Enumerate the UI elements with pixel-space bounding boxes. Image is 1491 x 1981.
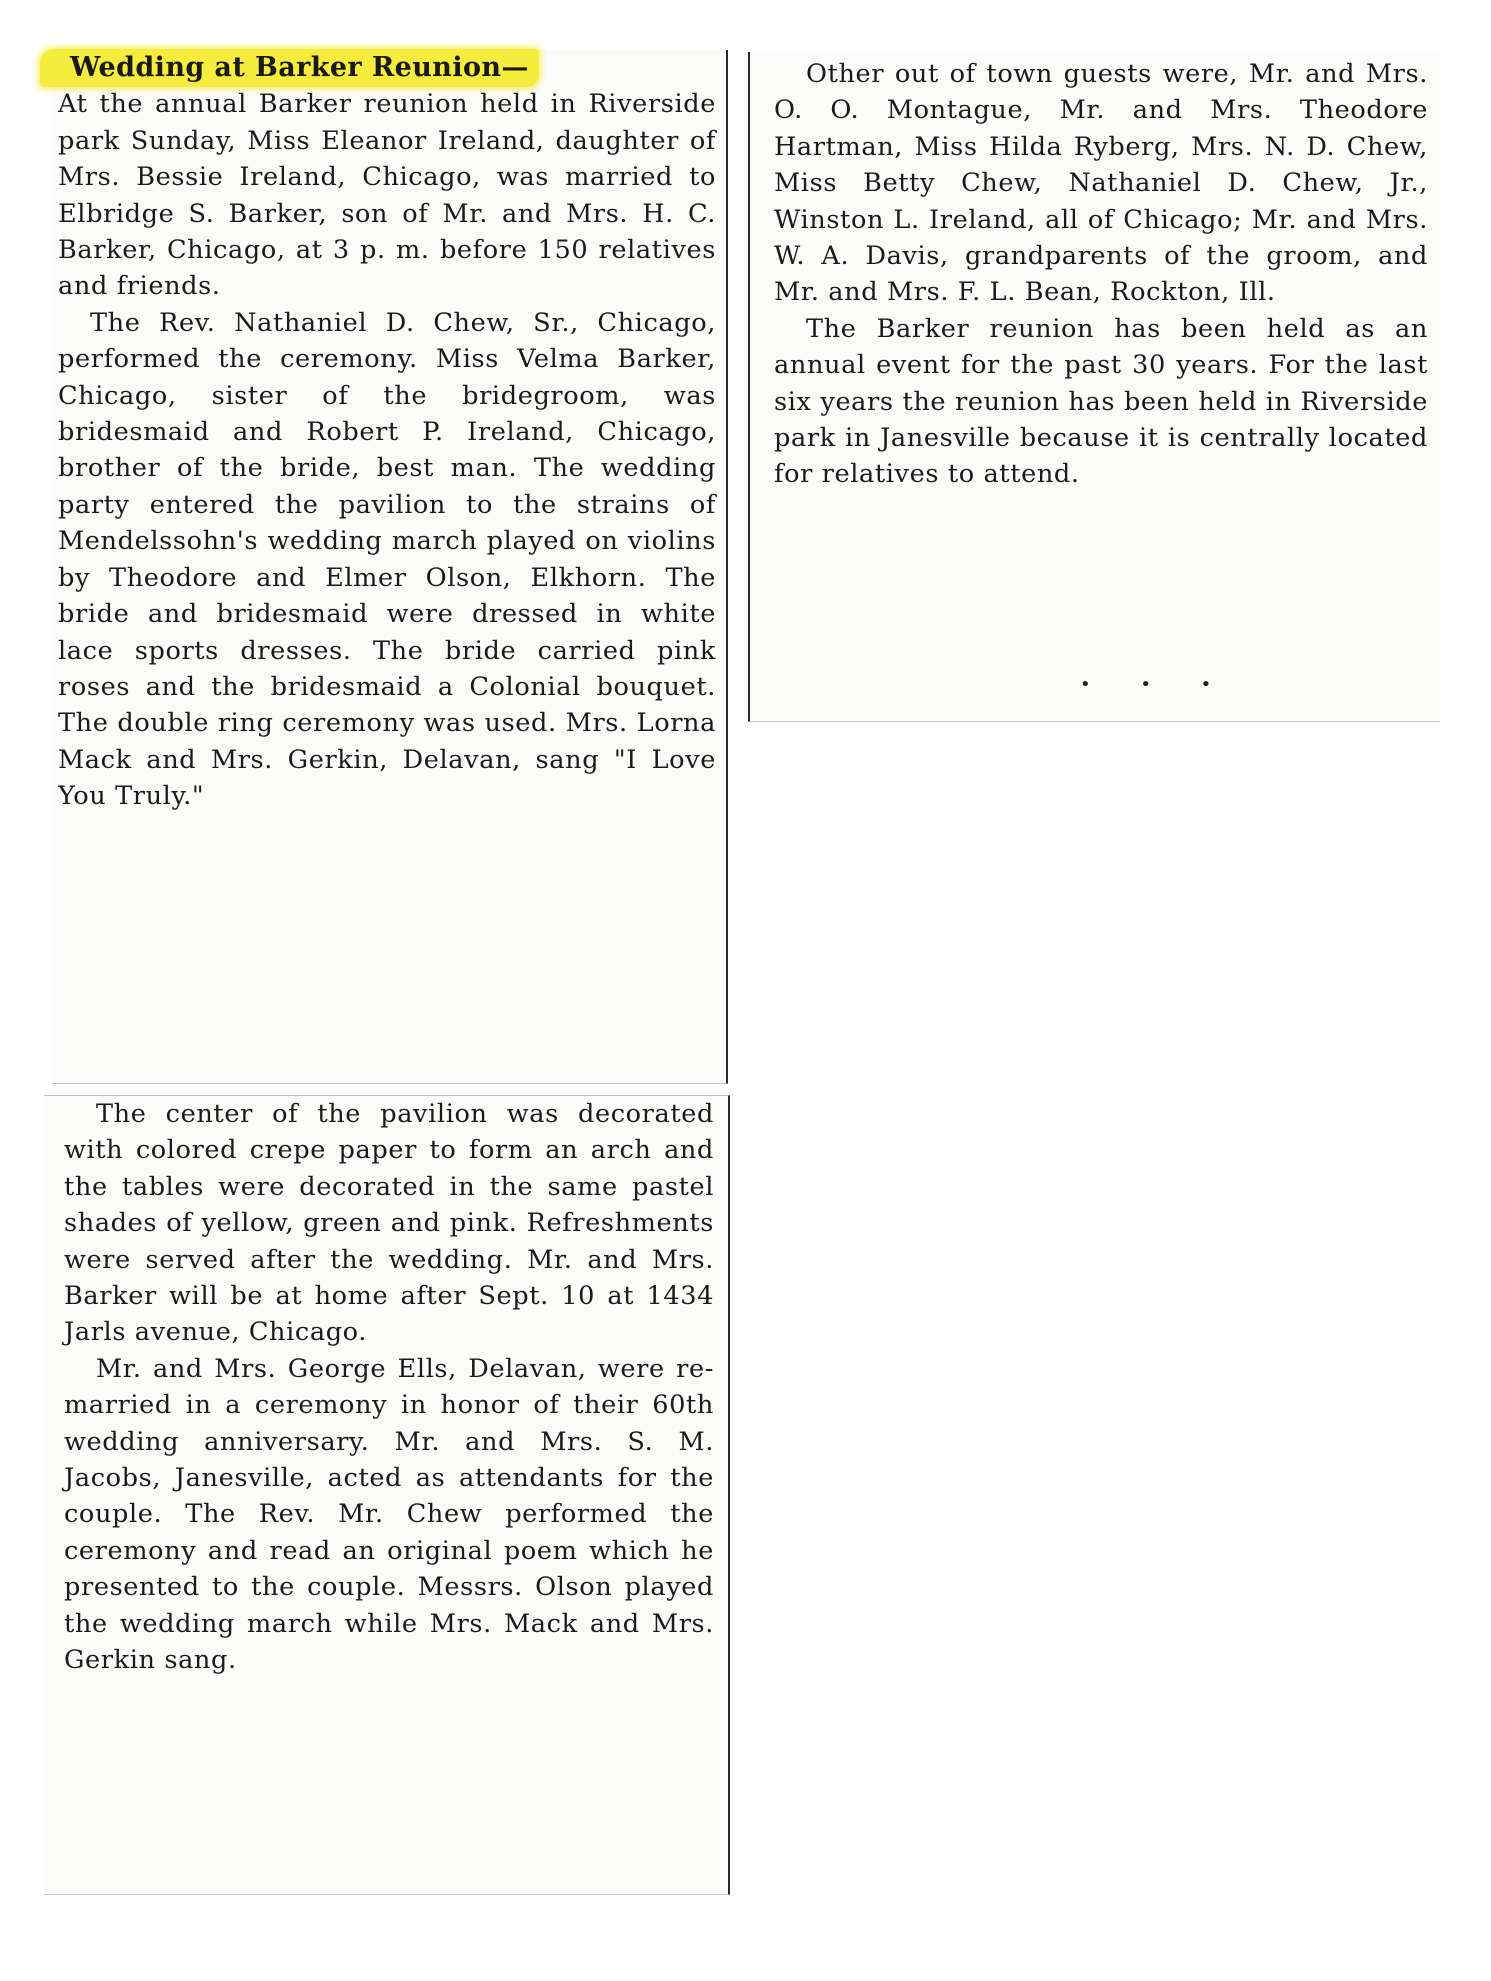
paragraph-3: Other out of town guests were, Mr. and Mrs. O. O. Montague, Mr. and Mrs. Theodore Hartman, Miss Hilda Ryberg, Mrs. N. D. Chew, Miss Betty Chew, Nathaniel D. Chew, Jr., Winston L. Ireland, all of Chicago; Mr. and Mrs. W. A. Davis, grandparents of the groom, and Mr. and Mrs. F. L. Bean, Rockton, Ill. xyxy=(774,59,1428,308)
clipping-column-left-bottom xyxy=(44,1095,730,1895)
article-column-1 xyxy=(58,50,716,815)
clipping-column-left-top xyxy=(52,50,728,1084)
paragraph-2: The Rev. Nathaniel D. Chew, Sr., Chicago, performed the ceremony. Miss Velma Barker, Chicago, sister of the bridegroom, was bridesmaid and Robert P. Ireland, Chicago, brother of the bride, best man. The wedding party entered the pavilion to the strains of Mendelssohn's wedding march played on violins by Theodore and Elmer Olson, Elkhorn. The bride and bridesmaid were dressed in white lace sports dresses. The bride carried pink roses and the bridesmaid a Colonial bouquet. The double ring ceremony was used. Mrs. Lorna Mack and Mrs. Gerkin, Delavan, sang "I Love You Truly." xyxy=(58,307,716,812)
clipping-column-right xyxy=(748,52,1440,722)
paragraph-5: The center of the pavilion was decorated with colored crepe paper to form an arch and the tables were decorated in the same pastel shades of yellow, green and pink. Refreshments were served after the wedding. Mr. and Mrs. Barker will be at home after Sept. 10 at 1434 Jarls avenue, Chicago. xyxy=(64,1099,714,1348)
headline: Wedding at Barker Reunion— xyxy=(40,49,539,87)
article-column-2 xyxy=(774,56,1428,493)
paragraph-6: Mr. and Mrs. George Ells, Delavan, were re-married in a ceremony in honor of their 60th wedding anniversary. Mr. and Mrs. S. M. Jacobs, Janesville, acted as attendants for the couple. The Rev. Mr. Chew performed the ceremony and read an original poem which he presented to the couple. Messrs. Olson played the wedding march while Mrs. Mack and Mrs. Gerkin sang. xyxy=(64,1353,714,1676)
section-separator: • • • xyxy=(1080,674,1234,695)
article-column-3 xyxy=(64,1096,714,1679)
paragraph-4: The Barker reunion has been held as an annual event for the past 30 years. For the last six years the reunion has been held in Riverside park in Janesville because it is centrally located for relatives to attend. xyxy=(774,313,1428,490)
headline-line xyxy=(58,50,716,86)
paragraph-1: At the annual Barker reunion held in Riverside park Sunday, Miss Eleanor Ireland, daughter of Mrs. Bessie Ireland, Chicago, was married to Elbridge S. Barker, son of Mr. and Mrs. H. C. Barker, Chicago, at 3 p. m. before 150 relatives and friends. xyxy=(58,89,716,302)
